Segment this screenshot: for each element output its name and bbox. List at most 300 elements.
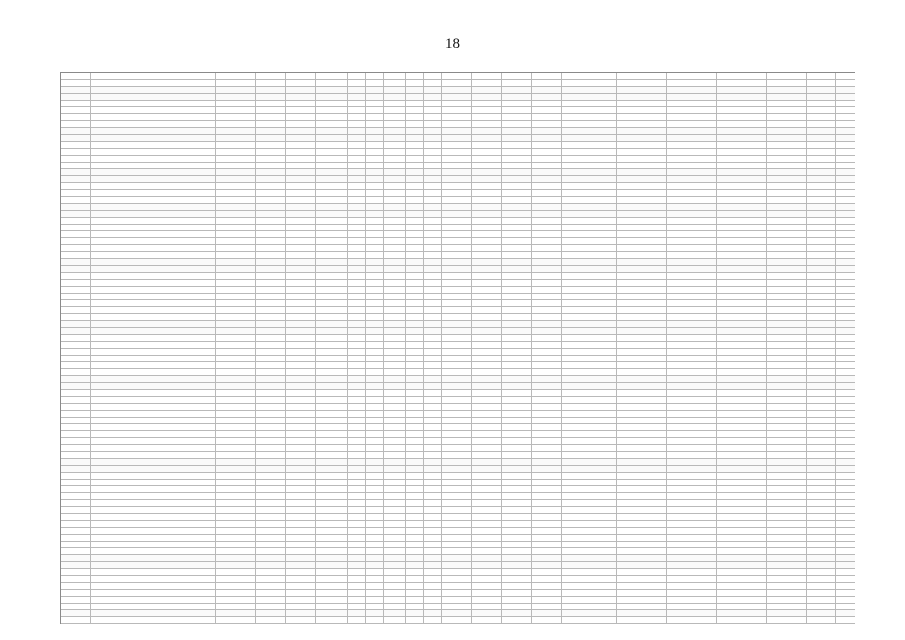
table-cell (348, 397, 366, 403)
table-cell (406, 135, 424, 141)
table-cell (256, 617, 286, 623)
table-cell (617, 548, 667, 554)
table-cell (502, 149, 532, 155)
table-cell (348, 617, 366, 623)
table-cell (502, 73, 532, 79)
table-cell (61, 617, 91, 623)
table-cell (91, 376, 216, 382)
table-cell (532, 452, 562, 458)
table-cell (562, 356, 617, 362)
table-cell (348, 555, 366, 561)
table-cell (532, 376, 562, 382)
table-cell (667, 307, 717, 313)
table-cell (256, 169, 286, 175)
table-cell (256, 528, 286, 534)
table-cell (61, 493, 91, 499)
table-cell (562, 204, 617, 210)
table-row (61, 135, 855, 142)
table-cell (717, 321, 767, 327)
table-row (61, 252, 855, 259)
table-cell (366, 135, 384, 141)
table-cell (406, 604, 424, 610)
table-cell (384, 335, 406, 341)
table-cell (667, 73, 717, 79)
table-cell (348, 245, 366, 251)
table-cell (442, 197, 472, 203)
table-cell (807, 176, 836, 182)
table-cell (617, 94, 667, 100)
table-cell (286, 287, 316, 293)
table-cell (617, 438, 667, 444)
table-cell (384, 569, 406, 575)
table-cell (316, 231, 348, 237)
table-cell (348, 328, 366, 334)
table-cell (216, 87, 256, 93)
table-cell (384, 87, 406, 93)
table-cell (767, 87, 807, 93)
table-cell (767, 135, 807, 141)
table-cell (442, 176, 472, 182)
table-cell (562, 369, 617, 375)
table-cell (667, 459, 717, 465)
table-cell (286, 156, 316, 162)
table-cell (216, 376, 256, 382)
table-cell (384, 349, 406, 355)
table-cell (767, 169, 807, 175)
table-cell (286, 163, 316, 169)
table-cell (316, 273, 348, 279)
table-cell (532, 149, 562, 155)
table-cell (767, 521, 807, 527)
table-cell (767, 438, 807, 444)
table-cell (502, 280, 532, 286)
table-cell (424, 528, 442, 534)
table-cell (667, 245, 717, 251)
table-row (61, 617, 855, 624)
table-cell (256, 287, 286, 293)
table-cell (316, 101, 348, 107)
table-cell (532, 528, 562, 534)
table-cell (562, 376, 617, 382)
table-row (61, 280, 855, 287)
table-row (61, 514, 855, 521)
table-cell (502, 411, 532, 417)
table-cell (384, 273, 406, 279)
table-cell (256, 590, 286, 596)
table-cell (617, 480, 667, 486)
table-cell (562, 266, 617, 272)
table-cell (316, 163, 348, 169)
table-cell (366, 94, 384, 100)
table-cell (617, 507, 667, 513)
table-cell (502, 169, 532, 175)
table-cell (502, 493, 532, 499)
table-cell (406, 73, 424, 79)
table-cell (91, 294, 216, 300)
table-cell (316, 128, 348, 134)
table-cell (562, 590, 617, 596)
table-cell (256, 307, 286, 313)
table-cell (617, 535, 667, 541)
table-cell (562, 107, 617, 113)
table-cell (442, 438, 472, 444)
table-cell (617, 466, 667, 472)
table-cell (767, 266, 807, 272)
table-cell (442, 452, 472, 458)
table-cell (406, 245, 424, 251)
table-cell (502, 528, 532, 534)
table-cell (532, 617, 562, 623)
table-cell (216, 101, 256, 107)
table-cell (366, 356, 384, 362)
table-cell (472, 328, 502, 334)
table-cell (256, 369, 286, 375)
table-row (61, 80, 855, 87)
table-cell (316, 466, 348, 472)
table-cell (717, 231, 767, 237)
table-cell (384, 500, 406, 506)
table-cell (384, 459, 406, 465)
table-cell (617, 342, 667, 348)
table-cell (91, 480, 216, 486)
table-cell (216, 535, 256, 541)
table-cell (562, 583, 617, 589)
table-cell (617, 238, 667, 244)
table-cell (472, 114, 502, 120)
table-cell (502, 521, 532, 527)
table-cell (667, 583, 717, 589)
table-cell (316, 362, 348, 368)
table-cell (406, 321, 424, 327)
table-cell (667, 114, 717, 120)
table-cell (667, 362, 717, 368)
table-cell (717, 590, 767, 596)
table-cell (406, 163, 424, 169)
table-cell (348, 383, 366, 389)
table-cell (424, 142, 442, 148)
table-cell (442, 225, 472, 231)
table-cell (532, 218, 562, 224)
table-cell (442, 335, 472, 341)
table-row (61, 183, 855, 190)
table-cell (316, 445, 348, 451)
table-cell (502, 562, 532, 568)
table-cell (717, 404, 767, 410)
table-cell (348, 335, 366, 341)
table-cell (384, 562, 406, 568)
table-cell (256, 431, 286, 437)
table-cell (61, 466, 91, 472)
table-cell (562, 94, 617, 100)
table-cell (61, 238, 91, 244)
table-cell (532, 576, 562, 582)
table-cell (286, 252, 316, 258)
table-cell (717, 225, 767, 231)
table-cell (717, 480, 767, 486)
table-cell (406, 535, 424, 541)
table-cell (366, 342, 384, 348)
table-cell (472, 128, 502, 134)
table-row (61, 349, 855, 356)
table-cell (61, 548, 91, 554)
table-cell (424, 562, 442, 568)
table-cell (286, 542, 316, 548)
table-cell (316, 610, 348, 616)
table-cell (767, 445, 807, 451)
table-cell (348, 610, 366, 616)
table-cell (366, 535, 384, 541)
table-cell (667, 231, 717, 237)
table-cell (316, 542, 348, 548)
table-cell (502, 80, 532, 86)
table-cell (348, 486, 366, 492)
table-cell (807, 404, 836, 410)
table-cell (348, 445, 366, 451)
table-cell (366, 431, 384, 437)
table-cell (61, 576, 91, 582)
table-cell (717, 349, 767, 355)
table-cell (807, 493, 836, 499)
table-cell (767, 424, 807, 430)
table-cell (617, 314, 667, 320)
table-cell (424, 555, 442, 561)
table-cell (667, 300, 717, 306)
table-cell (61, 149, 91, 155)
table-cell (286, 273, 316, 279)
table-cell (348, 369, 366, 375)
table-cell (424, 128, 442, 134)
table-cell (348, 466, 366, 472)
table-cell (807, 610, 836, 616)
table-cell (442, 356, 472, 362)
table-cell (502, 87, 532, 93)
table-cell (61, 445, 91, 451)
table-cell (472, 597, 502, 603)
table-cell (348, 548, 366, 554)
table-cell (502, 542, 532, 548)
table-cell (348, 218, 366, 224)
table-cell (316, 590, 348, 596)
table-cell (366, 245, 384, 251)
table-cell (216, 424, 256, 430)
table-cell (617, 287, 667, 293)
table-cell (532, 493, 562, 499)
table-cell (91, 128, 216, 134)
table-cell (442, 521, 472, 527)
table-cell (366, 73, 384, 79)
table-cell (667, 424, 717, 430)
table-cell (717, 87, 767, 93)
table-cell (316, 569, 348, 575)
table-row (61, 555, 855, 562)
table-cell (617, 321, 667, 327)
table-cell (91, 218, 216, 224)
table-cell (717, 176, 767, 182)
table-cell (667, 280, 717, 286)
table-cell (91, 231, 216, 237)
table-cell (532, 328, 562, 334)
table-cell (532, 535, 562, 541)
table-cell (667, 328, 717, 334)
table-cell (61, 142, 91, 148)
table-cell (767, 376, 807, 382)
table-cell (316, 514, 348, 520)
table-cell (667, 445, 717, 451)
table-cell (366, 307, 384, 313)
table-cell (807, 369, 836, 375)
table-cell (667, 273, 717, 279)
table-cell (384, 597, 406, 603)
table-cell (348, 169, 366, 175)
table-cell (91, 555, 216, 561)
table-cell (216, 321, 256, 327)
table-cell (502, 287, 532, 293)
table-cell (807, 528, 836, 534)
table-cell (384, 280, 406, 286)
table-cell (316, 176, 348, 182)
table-cell (767, 459, 807, 465)
table-cell (406, 397, 424, 403)
table-cell (91, 548, 216, 554)
table-row (61, 535, 855, 542)
table-cell (424, 314, 442, 320)
table-cell (424, 80, 442, 86)
table-cell (256, 583, 286, 589)
table-cell (316, 617, 348, 623)
table-cell (424, 369, 442, 375)
table-cell (286, 438, 316, 444)
table-cell (406, 342, 424, 348)
table-cell (384, 121, 406, 127)
table-cell (406, 431, 424, 437)
table-cell (767, 486, 807, 492)
table-row (61, 266, 855, 273)
table-cell (286, 349, 316, 355)
table-cell (767, 335, 807, 341)
table-cell (91, 431, 216, 437)
table-cell (384, 383, 406, 389)
table-cell (442, 486, 472, 492)
table-cell (667, 266, 717, 272)
table-cell (406, 507, 424, 513)
table-cell (502, 231, 532, 237)
table-cell (316, 183, 348, 189)
table-cell (61, 397, 91, 403)
table-cell (472, 294, 502, 300)
table-cell (216, 307, 256, 313)
table-cell (562, 404, 617, 410)
table-cell (717, 287, 767, 293)
table-cell (562, 101, 617, 107)
table-cell (61, 369, 91, 375)
table-cell (216, 121, 256, 127)
table-cell (61, 514, 91, 520)
table-cell (348, 493, 366, 499)
table-cell (532, 156, 562, 162)
table-cell (424, 452, 442, 458)
table-row (61, 548, 855, 555)
table-cell (91, 500, 216, 506)
table-cell (667, 390, 717, 396)
table-cell (502, 583, 532, 589)
table-cell (384, 480, 406, 486)
table-cell (442, 156, 472, 162)
table-cell (472, 438, 502, 444)
table-cell (807, 535, 836, 541)
table-cell (667, 183, 717, 189)
table-cell (667, 514, 717, 520)
table-cell (256, 101, 286, 107)
table-cell (667, 535, 717, 541)
table-cell (348, 314, 366, 320)
table-cell (424, 514, 442, 520)
table-cell (424, 280, 442, 286)
table-cell (717, 107, 767, 113)
table-cell (532, 424, 562, 430)
table-cell (384, 528, 406, 534)
table-cell (61, 424, 91, 430)
table-cell (717, 280, 767, 286)
table-cell (61, 452, 91, 458)
table-row (61, 314, 855, 321)
table-cell (767, 369, 807, 375)
table-cell (286, 73, 316, 79)
table-cell (384, 307, 406, 313)
table-cell (807, 466, 836, 472)
table-cell (717, 204, 767, 210)
table-cell (384, 314, 406, 320)
table-cell (807, 211, 836, 217)
table-cell (617, 376, 667, 382)
table-cell (348, 259, 366, 265)
table-cell (667, 80, 717, 86)
table-cell (472, 238, 502, 244)
table-cell (316, 349, 348, 355)
table-cell (562, 273, 617, 279)
table-cell (717, 94, 767, 100)
table-cell (667, 169, 717, 175)
table-cell (256, 356, 286, 362)
table-row (61, 383, 855, 390)
table-cell (61, 542, 91, 548)
table-cell (286, 569, 316, 575)
table-cell (617, 252, 667, 258)
table-cell (442, 294, 472, 300)
table-cell (348, 163, 366, 169)
table-cell (384, 80, 406, 86)
table-cell (61, 583, 91, 589)
table-cell (442, 169, 472, 175)
table-row (61, 418, 855, 425)
table-cell (767, 238, 807, 244)
table-cell (316, 452, 348, 458)
table-cell (532, 418, 562, 424)
table-cell (472, 424, 502, 430)
table-cell (91, 617, 216, 623)
table-cell (366, 590, 384, 596)
table-cell (61, 197, 91, 203)
table-cell (502, 266, 532, 272)
table-row (61, 73, 855, 80)
table-cell (532, 307, 562, 313)
table-cell (406, 493, 424, 499)
table-row (61, 225, 855, 232)
table-cell (348, 376, 366, 382)
table-cell (366, 314, 384, 320)
table-cell (767, 452, 807, 458)
table-cell (256, 362, 286, 368)
table-cell (406, 266, 424, 272)
